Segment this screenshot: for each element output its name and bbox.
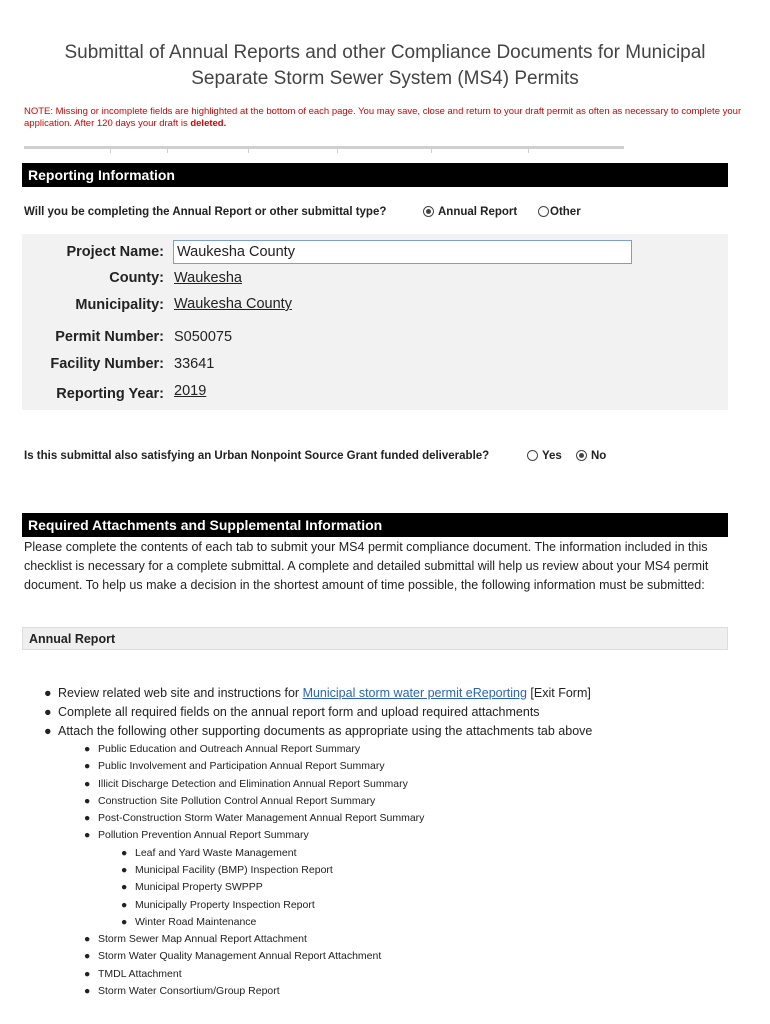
list-item xyxy=(84,741,360,757)
list-item xyxy=(84,810,424,826)
permit-number-value: S050075 xyxy=(174,329,233,345)
bullet3-text: Attach the following other supporting documents as appropriate using the attachments tab above xyxy=(58,724,593,738)
tab-divider[interactable] xyxy=(168,147,249,153)
page-title xyxy=(0,40,770,92)
grant-no-label: No xyxy=(591,450,607,462)
sub-item-text: Illicit Discharge Detection and Elimination Annual Report Summary xyxy=(98,778,408,790)
pollution-item-text: Leaf and Yard Waste Management xyxy=(135,847,297,859)
sub-item-text: Pollution Prevention Annual Report Summary xyxy=(98,829,309,841)
bullet1-suffix: [Exit Form] xyxy=(526,686,591,700)
tab-divider[interactable] xyxy=(249,147,338,153)
list-item xyxy=(121,897,315,913)
permit-number-label: Permit Number: xyxy=(55,329,164,345)
list-item xyxy=(84,776,408,792)
annual-report-radio[interactable] xyxy=(423,206,434,217)
county-value[interactable]: Waukesha xyxy=(174,270,242,286)
pollution-item-text: Winter Road Maintenance xyxy=(135,916,257,928)
list-item xyxy=(44,684,591,702)
list-item xyxy=(44,722,592,740)
sub-item-text: Post-Construction Storm Water Management Annual Report Summary xyxy=(98,812,425,824)
list-item xyxy=(84,983,280,999)
facility-number-label: Facility Number: xyxy=(50,356,164,372)
other-radio[interactable] xyxy=(538,206,549,217)
draft-note-emphasis: deleted. xyxy=(190,118,227,129)
bullet-icon: ● xyxy=(44,686,52,700)
list-item xyxy=(121,879,263,895)
bullet-icon: ● xyxy=(84,743,91,755)
bullet-icon: ● xyxy=(84,950,91,962)
grant-question: Is this submittal also satisfying an Urban Nonpoint Source Grant funded deliverable? xyxy=(24,450,490,462)
facility-number-value: 33641 xyxy=(174,356,215,372)
annual-report-option[interactable] xyxy=(423,206,517,218)
tab-divider[interactable] xyxy=(432,147,529,153)
grant-no-option[interactable] xyxy=(576,450,606,462)
attachments-intro: Please complete the contents of each tab to submit your MS4 permit compliance document. The information included in this checklist is necessary for a complete submittal. A complete and detailed submittal will help us review about your MS4 permit document. To help us make a decision in the shortest amount of time possible, the following information must be submitted: xyxy=(24,540,709,592)
sub-item-text: Public Education and Outreach Annual Report Summary xyxy=(98,743,361,755)
eReporting-link[interactable]: Municipal storm water permit eReporting xyxy=(302,686,527,700)
bullet-icon: ● xyxy=(84,778,91,790)
more-item-text: TMDL Attachment xyxy=(98,968,182,980)
page-title-line2: Separate Storm Sewer System (MS4) Permits xyxy=(191,68,579,89)
sub-item-text: Public Involvement and Participation Annual Report Summary xyxy=(98,760,385,772)
list-item xyxy=(84,931,307,947)
grant-no-radio[interactable] xyxy=(576,450,587,461)
bullet-icon: ● xyxy=(121,916,128,928)
project-name-label: Project Name: xyxy=(66,244,164,260)
county-label: County: xyxy=(109,270,164,286)
tab-divider[interactable] xyxy=(338,147,432,153)
pollution-item-text: Municipally Property Inspection Report xyxy=(135,899,315,911)
municipality-value[interactable]: Waukesha County xyxy=(174,296,292,312)
bullet1-prefix: Review related web site and instructions for xyxy=(58,686,303,700)
bullet-icon: ● xyxy=(84,812,91,824)
bullet-icon: ● xyxy=(121,864,128,876)
grant-yes-option[interactable] xyxy=(527,450,562,462)
bullet-icon: ● xyxy=(84,760,91,772)
bullet-icon: ● xyxy=(121,881,128,893)
bullet-icon: ● xyxy=(121,899,128,911)
list-item xyxy=(84,966,182,982)
grant-yes-label: Yes xyxy=(542,450,562,462)
pollution-item-text: Municipal Property SWPPP xyxy=(135,881,263,893)
bullet-icon: ● xyxy=(84,985,91,997)
bullet-icon: ● xyxy=(44,705,52,719)
pollution-item-text: Municipal Facility (BMP) Inspection Report xyxy=(135,864,333,876)
list-item xyxy=(121,862,333,878)
annual-report-label: Annual Report xyxy=(438,206,518,218)
submittal-type-question: Will you be completing the Annual Report or other submittal type? xyxy=(24,206,387,218)
draft-note-text: NOTE: Missing or incomplete fields are highlighted at the bottom of each page. You may save, close and return to your draft permit as often as necessary to complete your application. After 120 days your draft is xyxy=(24,106,742,129)
page-title-line1: Submittal of Annual Reports and other Compliance Documents for Municipal xyxy=(64,42,706,63)
form-tab-strip xyxy=(24,140,624,149)
more-item-text: Storm Water Consortium/Group Report xyxy=(98,985,280,997)
reporting-information-header: Reporting Information xyxy=(22,163,728,187)
list-item xyxy=(84,827,309,843)
grant-yes-radio[interactable] xyxy=(527,450,538,461)
project-name-input[interactable]: Waukesha County xyxy=(173,240,632,264)
list-item xyxy=(121,845,297,861)
list-item xyxy=(84,948,381,964)
bullet2-text: Complete all required fields on the annual report form and upload required attachments xyxy=(58,705,540,719)
list-item xyxy=(121,914,256,930)
draft-note xyxy=(24,106,744,130)
bullet-icon: ● xyxy=(121,847,128,859)
sub-item-text: Construction Site Pollution Control Annual Report Summary xyxy=(98,795,376,807)
reporting-year-value[interactable]: 2019 xyxy=(174,383,207,399)
bullet-icon: ● xyxy=(84,933,91,945)
annual-report-heading: Annual Report xyxy=(22,627,728,650)
list-item xyxy=(84,793,375,809)
bullet-icon: ● xyxy=(84,829,91,841)
more-item-text: Storm Water Quality Management Annual Report Attachment xyxy=(98,950,382,962)
more-item-text: Storm Sewer Map Annual Report Attachment xyxy=(98,933,307,945)
tab-divider[interactable] xyxy=(24,147,111,153)
bullet-icon: ● xyxy=(84,795,91,807)
required-attachments-header: Required Attachments and Supplemental Information xyxy=(22,513,728,537)
other-label: Other xyxy=(550,206,581,218)
tab-divider[interactable] xyxy=(111,147,168,153)
municipality-label: Municipality: xyxy=(75,297,164,313)
bullet-icon: ● xyxy=(84,968,91,980)
list-item xyxy=(84,758,385,774)
other-option[interactable] xyxy=(538,206,581,218)
reporting-year-label: Reporting Year: xyxy=(56,386,164,402)
bullet-icon: ● xyxy=(44,724,52,738)
list-item xyxy=(44,703,540,721)
